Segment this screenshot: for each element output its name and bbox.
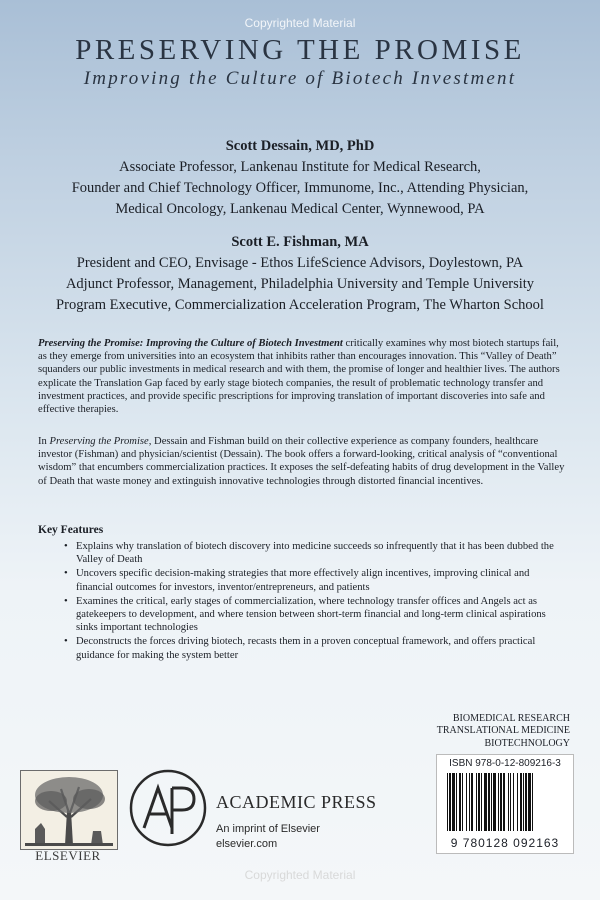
barcode-bar xyxy=(456,773,457,831)
barcode-bar xyxy=(510,773,511,831)
subject-categories xyxy=(430,713,570,750)
copyright-watermark-bottom: Copyrighted Material xyxy=(244,868,356,882)
book-title: PRESERVING THE PROMISE xyxy=(75,34,525,66)
subject-category: BIOMEDICAL RESEARCH xyxy=(452,713,570,724)
tree-icon xyxy=(21,771,117,849)
subject-category: TRANSLATIONAL MEDICINE xyxy=(436,725,570,737)
elsevier-tree-logo xyxy=(20,770,118,850)
barcode-bar xyxy=(503,773,505,831)
barcode-bar xyxy=(476,773,477,831)
barcode-bar xyxy=(498,773,499,831)
author-name: Scott E. Fishman, MA xyxy=(231,234,369,250)
author-affiliation-line: Adjunct Professor, Management, Philadelphia University and Temple University xyxy=(65,276,535,292)
key-feature-item: • Examines the critical, early stages of commercialization, where technology transfer offices and Angels act as gatekeepers to development, and where tension between short-term financial and long-term clinical aspirations sinks important technologies xyxy=(38,595,568,635)
key-feature-item: • Deconstructs the forces driving biotech, recasts them in a proven conceptual framework, and offers practical guidance for making the system better xyxy=(38,635,568,661)
barcode-bar xyxy=(508,773,509,831)
barcode-bar xyxy=(462,773,463,831)
barcode-bar xyxy=(493,773,496,831)
barcode-bar xyxy=(523,773,524,831)
barcode-bar xyxy=(528,773,531,831)
barcode-bar xyxy=(459,773,461,831)
barcode-bar xyxy=(517,773,518,831)
barcode-bar xyxy=(532,773,533,831)
barcode-bar xyxy=(520,773,522,831)
author-name: Scott Dessain, MD, PhD xyxy=(225,138,375,154)
subject-category: BIOTECHNOLOGY xyxy=(484,737,570,749)
elsevier-wordmark: ELSEVIER xyxy=(35,848,101,863)
barcode-bar xyxy=(484,773,487,831)
barcode-bar xyxy=(447,773,448,831)
barcode-bar xyxy=(513,773,514,831)
author-affiliation-line: President and CEO, Envisage - Ethos LifeScience Advisors, Doylestown, PA xyxy=(76,255,524,271)
key-feature-item: • Uncovers specific decision-making strategies that more effectively align incentives, improving clinical and financial outcomes for investors, inventor/entrepreneurs, and patients xyxy=(38,567,568,593)
description-paragraph-1 xyxy=(38,337,568,416)
book-title-inline: Preserving the Promise, xyxy=(49,436,152,447)
author-block-dessain xyxy=(0,136,600,220)
barcode-bars xyxy=(447,773,563,831)
key-feature-item: • Explains why translation of biotech discovery into medicine succeeds so infrequently that it has been dubbed the Valley of Death xyxy=(38,540,568,566)
academic-press-logo-icon xyxy=(128,768,208,848)
description-lead: In xyxy=(38,436,50,447)
barcode-bar xyxy=(481,773,482,831)
key-features-heading: Key Features xyxy=(38,524,104,536)
author-affiliation-line: Associate Professor, Lankenau Institute for Medical Research, xyxy=(119,159,481,175)
barcode-number: 9 780128 092163 xyxy=(450,836,560,850)
description-text: Dessain and Fishman build on their collective experience as company founders, healthcare investor (Fishman) and physician/scientist (Dessain). The book offers a forward-looking, critical analysis of “conventional wisdom” that encumbers commercialization practices. It exposes the self-defeating habits of drug development in the Valley of Death that waste money and extinguish innovative technologies through distorted financial incentives. xyxy=(38,436,565,487)
author-affiliation-line: Program Executive, Commercialization Acceleration Program, The Wharton School xyxy=(56,297,544,313)
barcode-bar xyxy=(478,773,480,831)
barcode-bar xyxy=(466,773,467,831)
barcode-bar xyxy=(471,773,473,831)
book-subtitle: Improving the Culture of Biotech Investment xyxy=(83,68,517,89)
barcode-bar xyxy=(469,773,470,831)
publisher-name: ACADEMIC PRESS xyxy=(216,792,377,812)
barcode-bar xyxy=(488,773,490,831)
author-affiliation-line: Medical Oncology, Lankenau Medical Center, Wynnewood, PA xyxy=(115,201,485,217)
copyright-watermark-top: Copyrighted Material xyxy=(244,16,356,30)
publisher-website: elsevier.com xyxy=(216,838,278,850)
imprint-info xyxy=(216,822,320,852)
description-text: critically examines why most biotech startups fail, as they emerge from universities into an ecosystem that inhibits rather than encourages innovation. This “Valley of Death” squanders our public investments in medical research and with them, the promise of longer and healthier lives. The authors explicate the Translation Gap faced by early stage biotech companies, the result of problematic technology transfer and investment practices, and provide specific prescriptions for improving translation of important discoveries into safe and effective therapies. xyxy=(38,338,560,416)
barcode-bar xyxy=(525,773,527,831)
key-features-list xyxy=(38,540,568,663)
imprint-line: An imprint of Elsevier xyxy=(216,823,320,835)
barcode-bar xyxy=(500,773,502,831)
isbn-barcode xyxy=(436,754,574,854)
barcode-bar xyxy=(449,773,451,831)
barcode-bar xyxy=(452,773,455,831)
author-block-fishman xyxy=(0,232,600,316)
barcode-bar xyxy=(491,773,492,831)
author-affiliation-line: Founder and Chief Technology Officer, Immunome, Inc., Attending Physician, xyxy=(71,180,529,196)
book-title-inline: Preserving the Promise: Improving the Culture of Biotech Investment xyxy=(38,338,343,349)
description-paragraph-2 xyxy=(38,435,568,488)
isbn-label: ISBN 978-0-12-809216-3 xyxy=(449,758,561,769)
